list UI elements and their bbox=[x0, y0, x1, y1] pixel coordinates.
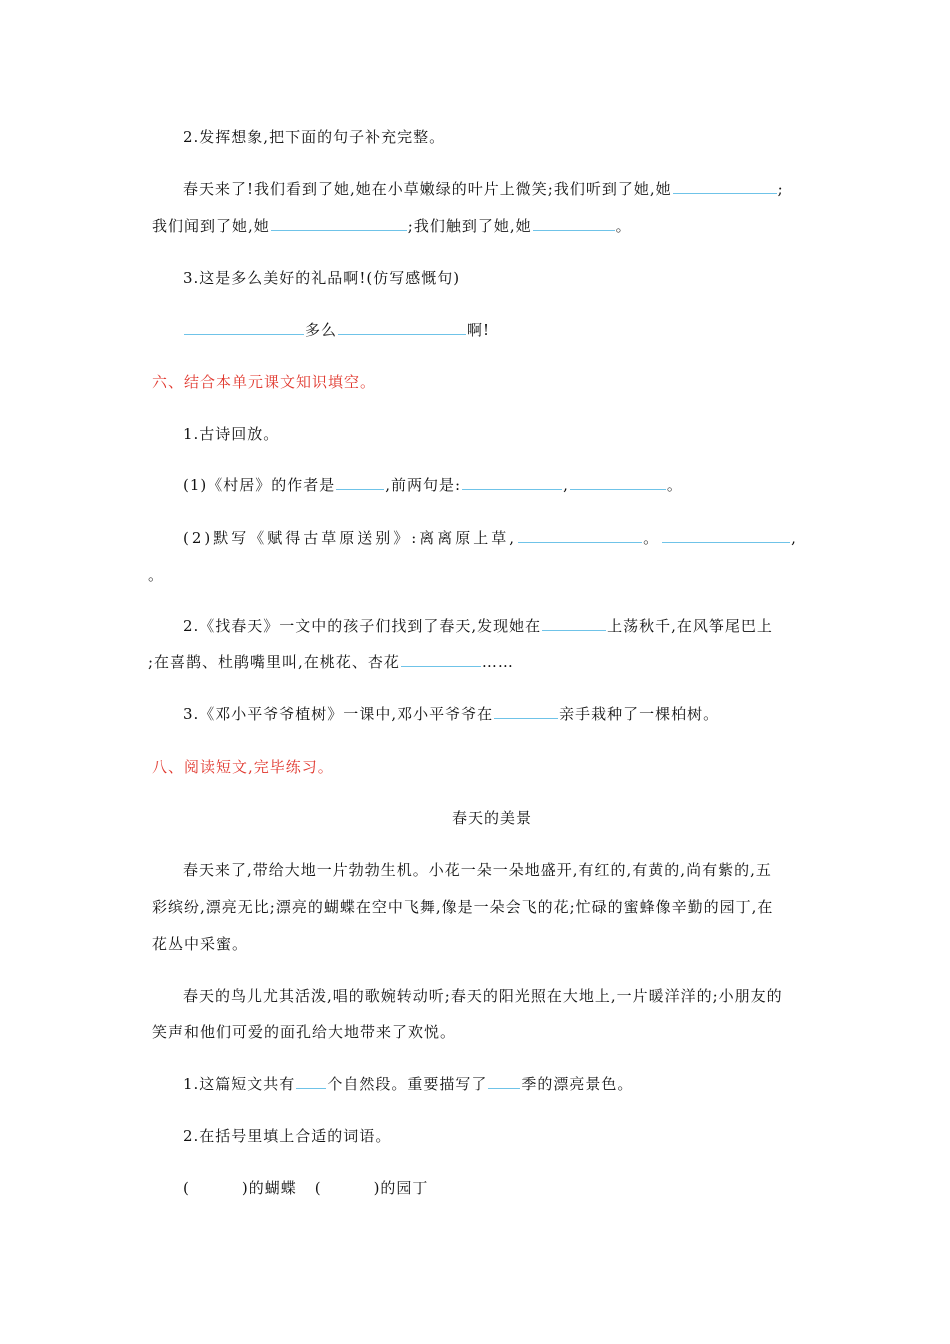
text: 季的漂亮景色。 bbox=[521, 1075, 634, 1093]
section-6-q1-part-2 bbox=[183, 527, 799, 549]
passage-para-1-line-1: 春天来了,带给大地一片勃勃生机。小花一朵一朵地盛开,有红的,有黄的,尚有紫的,五 bbox=[183, 861, 772, 879]
text: ( bbox=[314, 1179, 322, 1197]
text: ;在喜鹊、杜鹃嘴里叫,在桃花、杏花 bbox=[148, 653, 400, 671]
text: 3.《邓小平爷爷植树》一课中,邓小平爷爷在 bbox=[183, 705, 494, 723]
section-8-q2: 2.在括号里填上合适的词语。 bbox=[183, 1127, 392, 1145]
section-6-q3 bbox=[183, 703, 719, 725]
text: 。 bbox=[666, 476, 683, 494]
text: )的园丁 bbox=[373, 1179, 429, 1197]
text: (2)默写《赋得古草原送别》:离离原上草, bbox=[183, 529, 518, 547]
text: , bbox=[563, 476, 569, 494]
text: 多么 bbox=[305, 321, 338, 339]
passage-para-1-line-3: 花丛中采蜜。 bbox=[152, 935, 249, 953]
text: 亲手栽种了一棵柏树。 bbox=[559, 705, 720, 723]
answer-blank[interactable] bbox=[271, 216, 407, 231]
answer-blank[interactable] bbox=[184, 320, 304, 335]
answer-blank[interactable] bbox=[542, 616, 606, 631]
answer-blank[interactable] bbox=[336, 475, 384, 490]
text: ( bbox=[183, 1179, 190, 1197]
text: 。 bbox=[615, 217, 632, 235]
section-8-heading: 八、阅读短文,完毕练习。 bbox=[152, 758, 334, 776]
answer-blank[interactable] bbox=[518, 528, 642, 543]
question-2-prompt: 2.发挥想象,把下面的句子补充完整。 bbox=[183, 128, 446, 146]
answer-blank[interactable] bbox=[494, 704, 558, 719]
answer-blank[interactable] bbox=[662, 528, 790, 543]
text: )的蝴蝶 bbox=[241, 1179, 297, 1197]
text: …… bbox=[481, 653, 514, 671]
answer-blank[interactable] bbox=[296, 1074, 326, 1089]
text: 1.这篇短文共有 bbox=[183, 1075, 296, 1093]
section-8-q2-items bbox=[183, 1177, 428, 1199]
passage-para-2-line-2: 笑声和他们可爱的面孔给大地带来了欢悦。 bbox=[152, 1023, 457, 1041]
question-2-line-2 bbox=[152, 215, 632, 237]
text: 。 bbox=[643, 529, 662, 547]
text: 2.《找春天》一文中的孩子们找到了春天,发现她在 bbox=[183, 617, 542, 635]
passage-title: 春天的美景 bbox=[452, 809, 533, 827]
passage-para-1-line-2: 彩缤纷,漂亮无比;漂亮的蝴蝶在空中飞舞,像是一朵会飞的花;忙碌的蜜蜂像辛勤的园丁,在 bbox=[152, 898, 774, 916]
section-6-q2-line-2 bbox=[148, 651, 514, 673]
section-6-q2-line-1 bbox=[183, 615, 773, 637]
text: 我们闻到了她,她 bbox=[152, 217, 270, 235]
section-6-q1: 1.古诗回放。 bbox=[183, 425, 280, 443]
text: 啊! bbox=[467, 321, 491, 339]
answer-blank[interactable] bbox=[401, 652, 481, 667]
section-6-heading: 六、结合本单元课文知识填空。 bbox=[152, 373, 377, 391]
text: 上荡秋千,在风筝尾巴上 bbox=[607, 617, 773, 635]
text: ; bbox=[777, 180, 784, 198]
question-2-line-1 bbox=[183, 178, 784, 200]
question-3-answer-line bbox=[183, 319, 490, 341]
text: 春天来了!我们看到了她,她在小草嫩绿的叶片上微笑;我们听到了她,她 bbox=[183, 180, 672, 198]
section-6-q1-part-2-end: 。 bbox=[148, 566, 165, 584]
answer-blank[interactable] bbox=[570, 475, 666, 490]
answer-blank[interactable] bbox=[462, 475, 562, 490]
text: (1)《村居》的作者是 bbox=[183, 476, 336, 494]
text: , bbox=[791, 529, 799, 547]
text: ;我们触到了她,她 bbox=[407, 217, 532, 235]
answer-blank[interactable] bbox=[338, 320, 466, 335]
question-3-prompt: 3.这是多么美好的礼品啊!(仿写感慨句) bbox=[183, 269, 461, 287]
answer-blank[interactable] bbox=[673, 179, 777, 194]
passage-para-2-line-1: 春天的鸟儿尤其活泼,唱的歌婉转动听;春天的阳光照在大地上,一片暖洋洋的;小朋友的 bbox=[183, 987, 783, 1005]
answer-blank[interactable] bbox=[533, 216, 615, 231]
section-6-q1-part-1 bbox=[183, 474, 683, 496]
text: 个自然段。重要描写了 bbox=[327, 1075, 488, 1093]
section-8-q1 bbox=[183, 1073, 633, 1095]
text: ,前两句是: bbox=[385, 476, 462, 494]
answer-blank[interactable] bbox=[488, 1074, 520, 1089]
